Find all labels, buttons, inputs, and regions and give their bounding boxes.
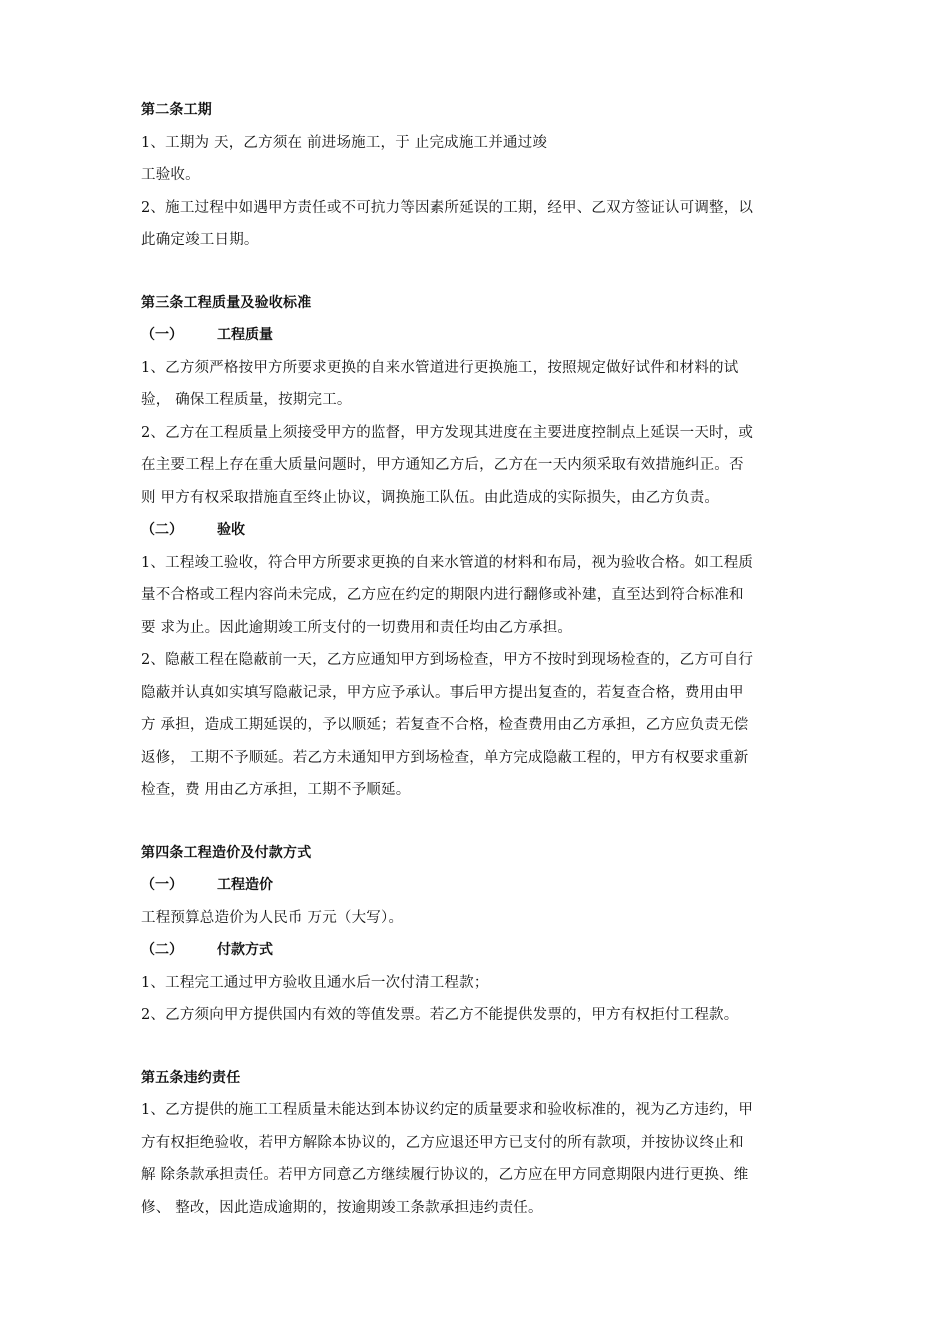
paragraph-line: 工验收。 <box>141 167 200 183</box>
paragraph-line: 1、乙方提供的施工工程质量未能达到本协议约定的质量要求和验收标准的，视为乙方违约，甲 <box>141 1102 754 1118</box>
paragraph-line: 1、工程竣工验收，符合甲方所要求更换的自来水管道的材料和布局，视为验收合格。如工程质 <box>141 554 754 571</box>
paragraph-line: 则 甲方有权采取措施直至终止协议，调换施工队伍。由此造成的实际损失，由乙方负责。 <box>141 489 720 506</box>
paragraph-line: 2、乙方须向甲方提供国内有效的等值发票。若乙方不能提供发票的，甲方有权拒付工程款。 <box>141 1007 739 1023</box>
subsection-number: （一） <box>141 327 183 343</box>
subsection-heading <box>141 323 811 348</box>
section-title-breach-liability: 第五条违约责任 <box>141 1069 241 1086</box>
subsection-title: 付款方式 <box>217 942 273 958</box>
subsection-title: 工程质量 <box>217 327 273 343</box>
subsection-heading <box>141 518 811 543</box>
paragraph-line: 此确定竣工日期。 <box>141 232 259 248</box>
document-body <box>141 98 811 1220</box>
section-title-price-payment: 第四条工程造价及付款方式 <box>141 844 312 861</box>
paragraph-line: 量不合格或工程内容尚未完成，乙方应在约定的期限内进行翻修或补建，直至达到符合标准和 <box>141 587 744 603</box>
paragraph-line: 工程预算总造价为人民币 万元（大写）。 <box>141 909 404 926</box>
paragraph-line: 1、乙方须严格按甲方所要求更换的自来水管道进行更换施工，按照规定做好试件和材料的试 <box>141 359 739 376</box>
paragraph-line: 1、工期为 天，乙方须在 前进场施工，于 止完成施工并通过竣 <box>141 134 548 151</box>
subsection-title: 验收 <box>217 522 245 538</box>
paragraph-line: 隐蔽并认真如实填写隐蔽记录，甲方应予承认。事后甲方提出复查的，若复查合格，费用由甲 <box>141 684 744 701</box>
subsection-heading <box>141 938 811 963</box>
paragraph-line: 2、隐蔽工程在隐蔽前一天，乙方应通知甲方到场检查，甲方不按时到现场检查的，乙方可自行 <box>141 652 754 668</box>
subsection-number: （二） <box>141 522 183 538</box>
paragraph-line: 方 承担，造成工期延误的，予以顺延；若复查不合格，检查费用由乙方承担，乙方应负责无偿 <box>141 717 749 733</box>
paragraph-line: 返修， 工期不予顺延。若乙方未通知甲方到场检查，单方完成隐蔽工程的，甲方有权要求重新 <box>141 749 749 766</box>
subsection-number: （二） <box>141 942 183 958</box>
section-title-quality-acceptance: 第三条工程质量及验收标准 <box>141 294 312 311</box>
paragraph-line: 解 除条款承担责任。若甲方同意乙方继续履行协议的，乙方应在甲方同意期限内进行更换、维 <box>141 1167 749 1183</box>
paragraph-line: 2、施工过程中如遇甲方责任或不可抗力等因素所延误的工期，经甲、乙双方签证认可调整，以 <box>141 199 754 216</box>
paragraph-line: 2、乙方在工程质量上须接受甲方的监督，甲方发现其进度在主要进度控制点上延误一天时，或 <box>141 424 754 441</box>
paragraph-line: 在主要工程上存在重大质量问题时，甲方通知乙方后，乙方在一天内须采取有效措施纠正。否 <box>141 457 744 473</box>
subsection-number: （一） <box>141 877 183 893</box>
section-title-construction-period: 第二条工期 <box>141 102 212 118</box>
paragraph-line: 检查，费 用由乙方承担，工期不予顺延。 <box>141 782 411 798</box>
paragraph-line: 1、工程完工通过甲方验收且通水后一次付清工程款； <box>141 974 489 991</box>
subsection-heading <box>141 873 811 898</box>
paragraph-line: 方有权拒绝验收，若甲方解除本协议的，乙方应退还甲方已支付的所有款项，并按协议终止和 <box>141 1134 744 1151</box>
paragraph-line: 验， 确保工程质量，按期完工。 <box>141 392 352 408</box>
paragraph-line: 要 求为止。因此逾期竣工所支付的一切费用和责任均由乙方承担。 <box>141 619 573 636</box>
paragraph-line: 修、 整改，因此造成逾期的，按逾期竣工条款承担违约责任。 <box>141 1199 543 1216</box>
subsection-title: 工程造价 <box>217 877 273 893</box>
